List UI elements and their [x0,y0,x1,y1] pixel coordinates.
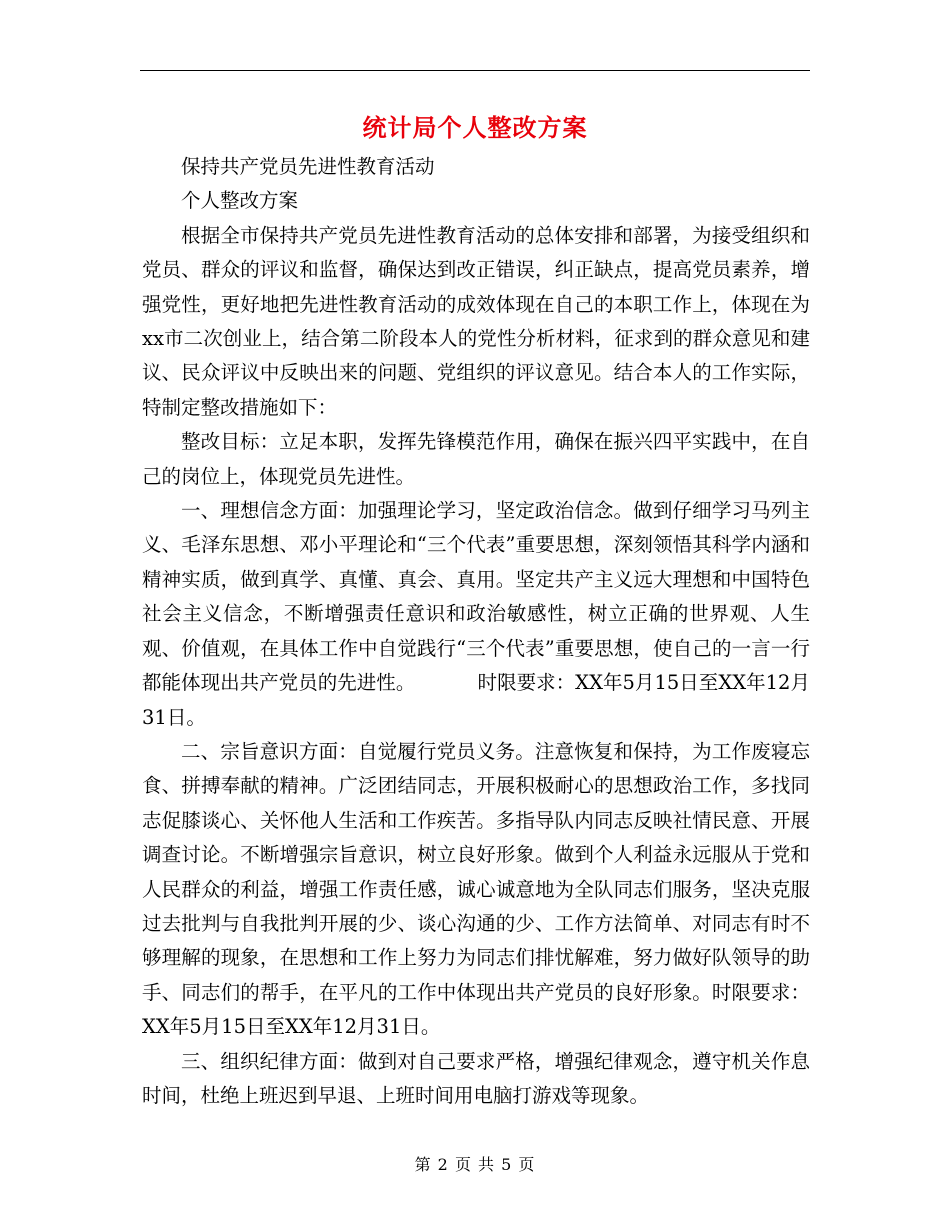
paragraph-section-3: 三、组织纪律方面：做到对自己要求严格，增强纪律观念，遵守机关作息时间，杜绝上班迟到早退、上班时间用电脑打游戏等现象。 [142,1049,810,1107]
page-number: 第 2 页 共 5 页 [414,1155,536,1174]
paragraph-section-2: 二、宗旨意识方面：自觉履行党员义务。注意恢复和保持，为工作废寝忘食、拼搏奉献的精神。广泛团结同志，开展积极耐心的思想政治工作，多找同志促膝谈心、关怀他人生活和工作疾苦。多指导队内同志反映社情民意、开展调查讨论。不断增强宗旨意识，树立良好形象。做到个人利益永远服从于党和人民群众的利益，增强工作责任感，诚心诚意地为全队同志们服务，坚决克服过去批判与自我批判开展的少、谈心沟通的少、工作方法简单、对同志有时不够理解的现象，在思想和工作上努力为同志们排忧解难，努力做好队领导的助手、同志们的帮手，在平凡的工作中体现出共产党员的良好形象。时限要求：XX年5月15日至XX年12月31日。 [142,739,810,1039]
paragraph-subtitle-1: 保持共产党员先进性教育活动 [181,155,435,178]
header-rule [140,70,810,71]
paragraph-section-1: 一、理想信念方面：加强理论学习，坚定政治信念。做到仔细学习马列主义、毛泽东思想、邓小平理论和“三个代表”重要思想，深刻领悟其科学内涵和精神实质，做到真学、真懂、真会、真用。坚定共产主义远大理想和中国特色社会主义信念，不断增强责任意识和政治敏感性，树立正确的世界观、人生观、价值观，在具体工作中自觉践行“三个代表”重要思想，使自己的一言一行都能体现出共产党员的先进性。 时限要求：XX年5月15日至XX年12月31日。 [142,499,810,729]
document-body [142,150,810,1113]
paragraph-intro: 根据全市保持共产党员先进性教育活动的总体安排和部署，为接受组织和党员、群众的评议和监督，确保达到改正错误，纠正缺点，提高党员素养，增强党性，更好地把先进性教育活动的成效体现在自己的本职工作上，体现在为xx市二次创业上，结合第二阶段本人的党性分析材料，征求到的群众意见和建议、民众评议中反映出来的问题、党组织的评议意见。结合本人的工作实际，特制定整改措施如下： [142,223,810,419]
paragraph-goal: 整改目标：立足本职，发挥先锋模范作用，确保在振兴四平实践中，在自己的岗位上，体现党员先进性。 [142,430,810,488]
document-title: 统计局个人整改方案 [362,114,588,142]
paragraph-subtitle-2: 个人整改方案 [181,189,299,213]
